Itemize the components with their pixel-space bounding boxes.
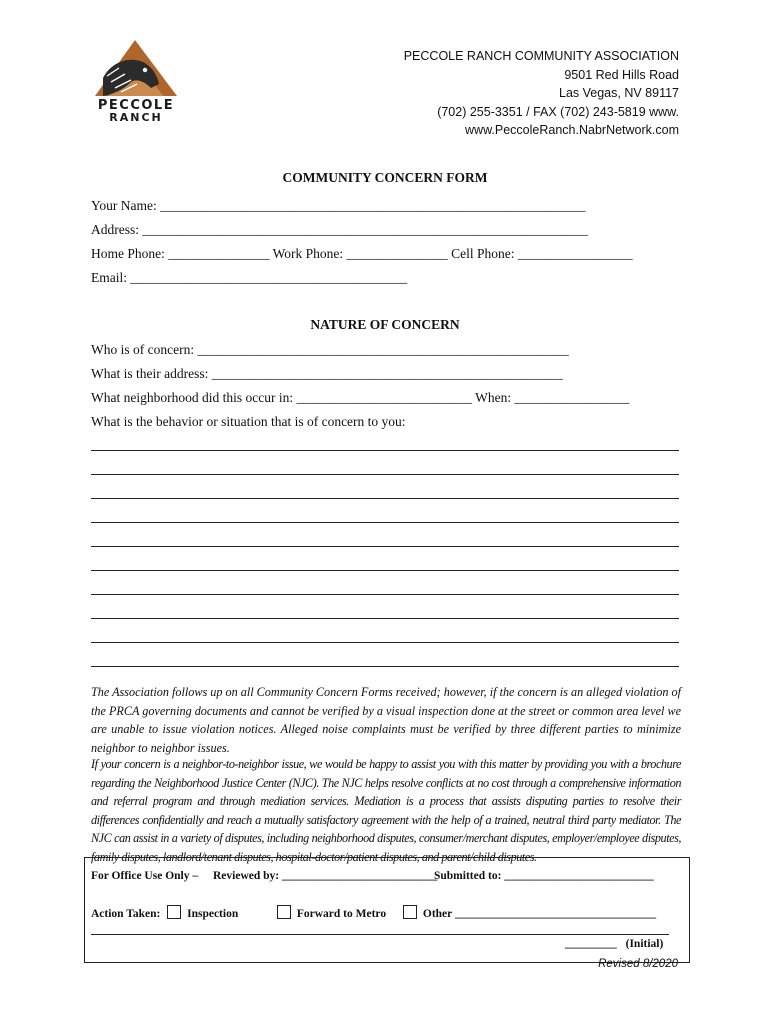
who-of-concern-field[interactable]: Who is of concern: _______________________________________________________ (91, 342, 569, 357)
answer-line[interactable] (91, 474, 679, 475)
website: www.PeccoleRanch.NabrNetwork.com (465, 123, 679, 137)
phone-fax: (702) 255-3351 / FAX (702) 243-5819 www. (437, 104, 679, 119)
your-name-field[interactable]: Your Name: _______________________________________________________________ (91, 198, 586, 213)
behavior-question: What is the behavior or situation that is of concern to you: (91, 414, 406, 429)
answer-line[interactable] (91, 522, 679, 523)
answer-line[interactable] (91, 666, 679, 667)
submitted-to-field[interactable]: Submitted to: __________________________ (434, 870, 654, 882)
initial-line[interactable]: _________ (565, 938, 617, 950)
office-use-box (84, 857, 690, 963)
nature-of-concern-title: NATURE OF CONCERN (310, 317, 460, 332)
neighborhood-when-field[interactable]: What neighborhood did this occur in: __________________________ When: _________________ (91, 390, 630, 405)
inspection-label: Inspection (187, 908, 239, 920)
email-field[interactable]: Email: _________________________________________ (91, 270, 408, 285)
forward-to-metro-checkbox[interactable] (277, 905, 291, 919)
answer-line[interactable] (91, 642, 679, 643)
initial-label: (Initial) (625, 938, 664, 950)
office-use-label: For Office Use Only – (91, 870, 199, 882)
initial-row (565, 938, 663, 950)
answer-line[interactable] (91, 594, 679, 595)
association-name: PECCOLE RANCH COMMUNITY ASSOCIATION (403, 49, 679, 63)
answer-line[interactable] (91, 450, 679, 451)
answer-line[interactable] (91, 570, 679, 571)
form-title: COMMUNITY CONCERN FORM (282, 170, 488, 185)
other-row (397, 905, 656, 920)
other-checkbox[interactable] (403, 905, 417, 919)
follow-up-notice: The Association follows up on all Community Concern Forms received; however, if the concern is an alleged violation of the PRCA governing documents and cannot be verified by a visual inspection done at the street or common area level we are unable to issue violation notices. Alleged noise complaints must be verified by three different parties to minimize neighbor to neighbor issues. (91, 685, 681, 755)
logo-wordmark-ranch: RANCH (109, 111, 163, 124)
inspection-checkbox[interactable] (167, 905, 181, 919)
forward-row (273, 905, 386, 920)
association-header (404, 47, 679, 140)
street-address: 9501 Red Hills Road (564, 67, 679, 82)
city-state-zip: Las Vegas, NV 89117 (559, 86, 679, 100)
other-field[interactable]: Other ___________________________________ (422, 908, 657, 920)
njc-notice: If your concern is a neighbor-to-neighbor issue, we would be happy to assist you with this matter by providing you with a brochure regarding the Neighborhood Justice Center (NJC). The NJC helps resolve conflicts at no cost through a comprehensive information and referral program and through mediation services. Mediation is a process that assists disputing parties to resolve their differences confidentially and reach a mutually satisfactory agreement with the help of a trained, neutral third party mediator. The NJC can assist in a variety of disputes, including neighborhood disputes, consumer/merchant disputes, employer/employee disputes, family disputes, landlord/tenant disputes, hospital-doctor/patient disputes, and parent/child disputes. (91, 757, 681, 864)
address-field[interactable]: Address: __________________________________________________________________ (91, 222, 588, 237)
logo-wordmark-peccole: PECCOLE (97, 98, 175, 113)
office-notes-line[interactable] (91, 934, 669, 935)
their-address-field[interactable]: What is their address: ____________________________________________________ (91, 366, 563, 381)
answer-line[interactable] (91, 546, 679, 547)
action-taken-row (91, 905, 238, 920)
answer-line[interactable] (91, 618, 679, 619)
reviewed-by-field[interactable]: Reviewed by: ___________________________ (213, 870, 438, 882)
action-taken-label: Action Taken: (91, 908, 161, 920)
phone-fields[interactable]: Home Phone: _______________ Work Phone: _______________ Cell Phone: _________________ (91, 246, 633, 261)
revision-date: Revised 8/2020 (598, 958, 678, 970)
forward-to-metro-label: Forward to Metro (296, 908, 387, 920)
answer-line[interactable] (91, 498, 679, 499)
